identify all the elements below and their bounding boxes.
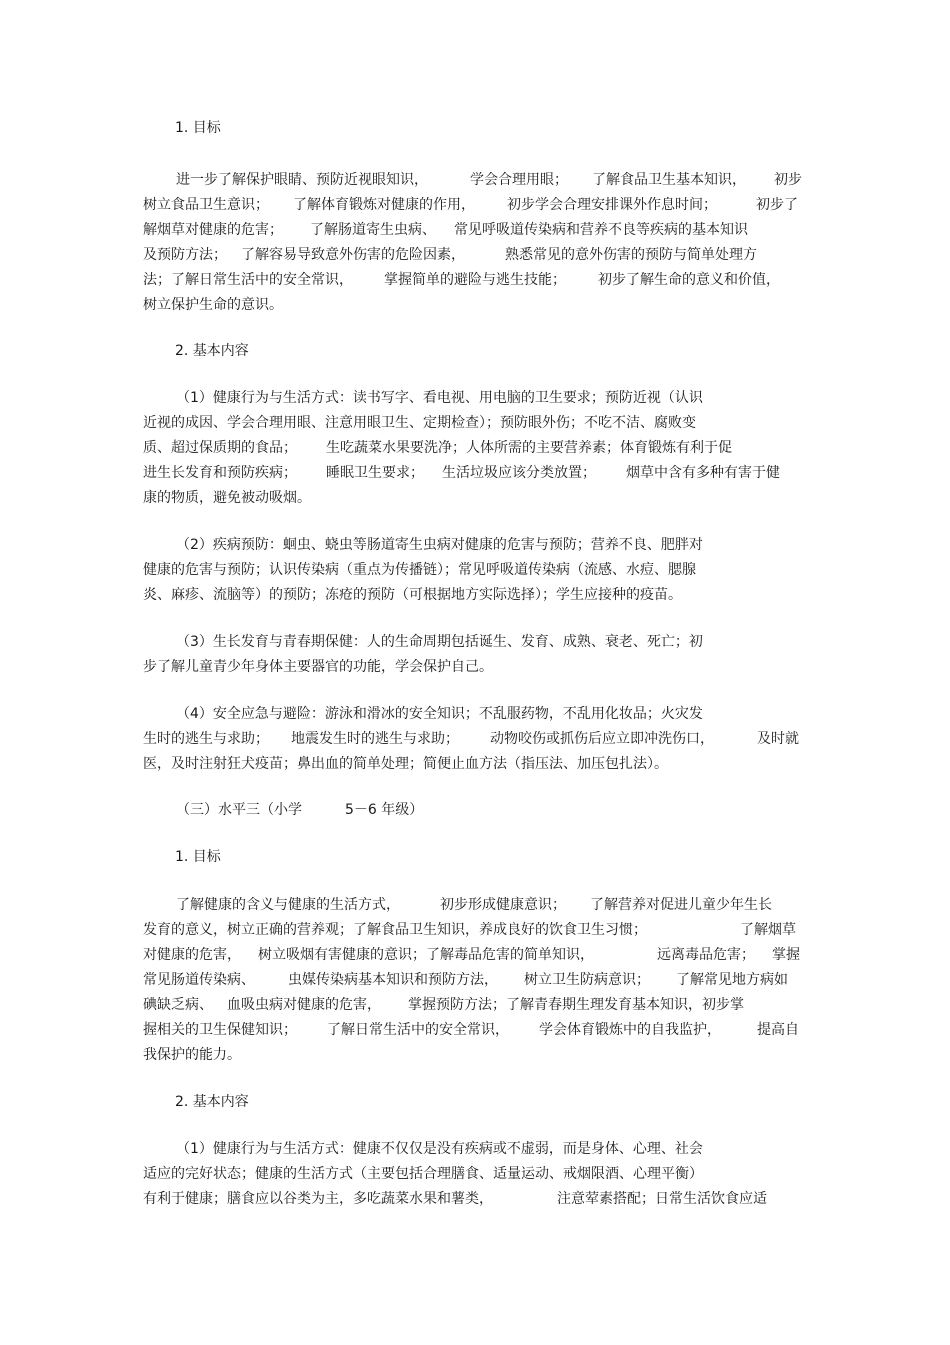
text-segment: （1）健康行为与生活方式：读书写字、看电视、用电脑的卫生要求；预防近视（认识 [176, 390, 703, 406]
paragraph-line [143, 295, 803, 315]
goal-heading: 1. 目标 [175, 849, 221, 865]
text-segment: 初步了解生命的意义和价值， [598, 272, 780, 288]
text-segment: 握相关的卫生保健知识； [143, 1022, 297, 1038]
text-segment: 常见呼吸道传染病和营养不良等疾病的基本知识 [454, 222, 748, 238]
text-segment: 法；了解日常生活中的安全常识， [143, 272, 353, 288]
text-segment: 有利于健康；膳食应以谷类为主，多吃蔬菜水果和薯类， [143, 1191, 493, 1207]
section-heading [143, 800, 803, 820]
content-heading: 2. 基本内容 [175, 1094, 249, 1110]
text-segment: 炎、麻疹、流脑等）的预防；冻疮的预防（可根据地方实际选择）；学生应接种的疫苗。 [143, 587, 682, 603]
text-segment: 初步 [774, 172, 802, 188]
text-segment: 掌握预防方法；了解青春期生理发育基本知识，初步掌 [408, 997, 744, 1013]
text-segment: 树立卫生防病意识； [524, 972, 650, 988]
paragraph-line [143, 1189, 803, 1209]
text-segment: （1）健康行为与生活方式：健康不仅仅是没有疾病或不虚弱，而是身体、心理、社会 [176, 1141, 703, 1157]
text-segment: 质、超过保质期的食品； [143, 440, 297, 456]
text-segment: 适应的完好状态；健康的生活方式（主要包括合理膳食、适量运动、戒烟限酒、心理平衡） [143, 1166, 703, 1182]
text-segment: 常见肠道传染病、 [143, 972, 255, 988]
paragraph-line [143, 1045, 803, 1065]
text-segment: 我保护的能力。 [143, 1047, 241, 1063]
paragraph-line [143, 1020, 803, 1040]
text-segment: 及预防方法； [143, 247, 227, 263]
text-segment: 生时的逃生与求助； [143, 731, 269, 747]
paragraph-line [143, 413, 803, 433]
paragraph-line [143, 170, 803, 190]
text-segment: 碘缺乏病、 [143, 997, 213, 1013]
paragraph-line [143, 388, 803, 408]
text-segment: 5－6 年级） [345, 802, 424, 818]
text-segment: 树立保护生命的意识。 [143, 297, 283, 313]
paragraph-line [143, 945, 803, 965]
text-segment: 解烟草对健康的危害； [143, 222, 283, 238]
paragraph-line [143, 195, 803, 215]
text-segment: 掌握 [772, 947, 800, 963]
paragraph-line [143, 488, 803, 508]
text-segment: 远离毒品危害； [657, 947, 755, 963]
text-segment: 提高自 [757, 1022, 799, 1038]
text-segment: 了解营养对促进儿童少年生长 [590, 897, 772, 913]
content-heading: 2. 基本内容 [175, 343, 249, 359]
text-segment: 学会体育锻炼中的自我监护， [539, 1022, 721, 1038]
text-segment: 血吸虫病对健康的危害， [227, 997, 381, 1013]
text-segment: 注意荤素搭配；日常生活饮食应适 [557, 1191, 767, 1207]
paragraph-line [143, 704, 803, 724]
text-segment: 医，及时注射狂犬疫苗；鼻出血的简单处理；简便止血方法（指压法、加压包扎法）。 [143, 756, 668, 772]
goal-heading: 1. 目标 [175, 120, 221, 136]
text-segment: 掌握简单的避险与逃生技能； [384, 272, 566, 288]
text-segment: （2）疾病预防：蛔虫、蛲虫等肠道寄生虫病对健康的危害与预防；营养不良、肥胖对 [176, 537, 703, 553]
text-segment: （3）生长发育与青春期保健：人的生命周期包括诞生、发育、成熟、衰老、死亡；初 [176, 634, 703, 650]
paragraph-line [143, 632, 803, 652]
paragraph-line [143, 729, 803, 749]
text-segment: 熟悉常见的意外伤害的预防与简单处理方 [505, 247, 757, 263]
text-segment: 睡眠卫生要求； [326, 465, 424, 481]
text-segment: 生吃蔬菜水果要洗净；人体所需的主要营养素；体育锻炼有利于促 [326, 440, 732, 456]
text-segment: 了解日常生活中的安全常识， [327, 1022, 509, 1038]
paragraph-line [143, 585, 803, 605]
text-segment: 树立吸烟有害健康的意识；了解毒品危害的简单知识， [258, 947, 594, 963]
paragraph-line [143, 1139, 803, 1159]
text-segment: 进一步了解保护眼睛、预防近视眼知识， [176, 172, 428, 188]
text-segment: 及时就 [757, 731, 799, 747]
text-segment: 了解烟草 [740, 922, 796, 938]
paragraph-line [143, 895, 803, 915]
paragraph-line [143, 245, 803, 265]
text-segment: 烟草中含有多种有害于健 [626, 465, 780, 481]
text-segment: 了解食品卫生基本知识， [592, 172, 746, 188]
text-segment: 地震发生时的逃生与求助； [291, 731, 459, 747]
paragraph-line [143, 560, 803, 580]
text-segment: 初步了 [756, 197, 798, 213]
text-segment: 了解健康的含义与健康的生活方式， [176, 897, 400, 913]
paragraph-line [143, 463, 803, 483]
paragraph-line [143, 1164, 803, 1184]
paragraph-line [143, 754, 803, 774]
text-segment: 学会合理用眼； [470, 172, 568, 188]
text-segment: 树立食品卫生意识； [143, 197, 269, 213]
text-segment: （4）安全应急与避险：游泳和滑冰的安全知识；不乱服药物，不乱用化妆品；火灾发 [176, 706, 703, 722]
paragraph-line [143, 438, 803, 458]
paragraph-line [143, 270, 803, 290]
text-segment: 健康的危害与预防；认识传染病（重点为传播链）；常见呼吸道传染病（流感、水痘、腮腺 [143, 562, 696, 578]
text-segment: 发育的意义，树立正确的营养观；了解食品卫生知识，养成良好的饮食卫生习惯； [143, 922, 647, 938]
text-segment: 了解体育锻炼对健康的作用， [293, 197, 475, 213]
paragraph-line [143, 920, 803, 940]
paragraph-line [143, 657, 803, 677]
text-segment: 动物咬伤或抓伤后应立即冲洗伤口， [490, 731, 714, 747]
paragraph-line [143, 970, 803, 990]
text-segment: 初步形成健康意识； [440, 897, 566, 913]
text-segment: 了解容易导致意外伤害的危险因素， [241, 247, 465, 263]
paragraph-line [143, 220, 803, 240]
paragraph-line [143, 995, 803, 1015]
text-segment: 了解肠道寄生虫病、 [310, 222, 436, 238]
text-segment: 进生长发育和预防疾病； [143, 465, 297, 481]
text-segment: 对健康的危害， [143, 947, 241, 963]
text-segment: 康的物质，避免被动吸烟。 [143, 490, 311, 506]
text-segment: 近视的成因、学会合理用眼、注意用眼卫生、定期检查）；预防眼外伤；不吃不洁、腐败变 [143, 415, 696, 431]
text-segment: 初步学会合理安排课外作息时间； [507, 197, 717, 213]
text-segment: 了解常见地方病如 [676, 972, 788, 988]
text-segment: （三）水平三（小学 [176, 802, 302, 818]
paragraph-line [143, 535, 803, 555]
text-segment: 虫媒传染病基本知识和预防方法， [288, 972, 498, 988]
text-segment: 生活垃圾应该分类放置； [442, 465, 596, 481]
text-segment: 步了解儿童青少年身体主要器官的功能，学会保护自己。 [143, 659, 493, 675]
